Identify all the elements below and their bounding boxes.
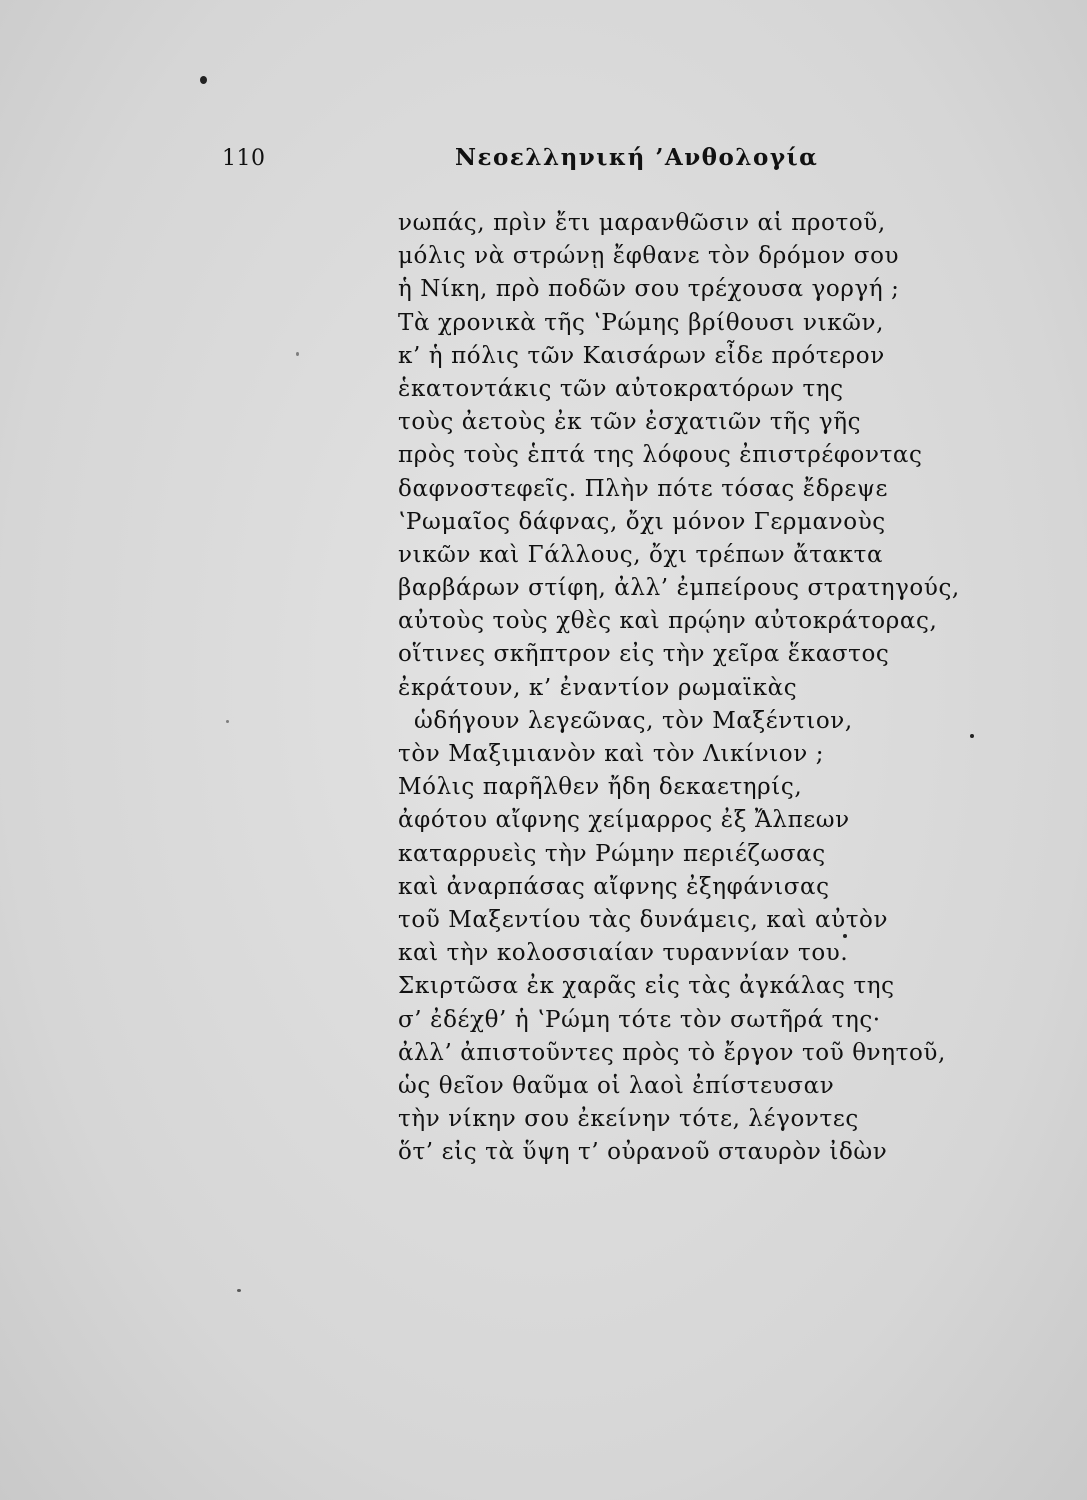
poem-line: τοὺς ἀετοὺς ἐκ τῶν ἐσχατιῶν τῆς γῆς — [398, 409, 862, 436]
ink-speck — [296, 352, 299, 356]
poem-line: κ’ ἡ πόλις τῶν Καισάρων εἶδε πρότερον — [398, 342, 885, 369]
poem-line: μόλις νὰ στρώνῃ ἔφθανε τὸν δρόμον σου — [398, 243, 900, 270]
poem-line: καὶ τὴν κολοσσιαίαν τυραννίαν του. — [398, 940, 849, 967]
poem-line: ἐκράτουν, κ’ ἐναντίον ρωμαϊκὰς — [398, 674, 798, 701]
poem-line: καταρρυεὶς τὴν Ρώμην περιέζωσας — [398, 840, 826, 867]
poem-line: νικῶν καὶ Γάλλους, ὄχι τρέπων ἄτακτα — [398, 541, 884, 568]
ink-speck — [237, 1289, 241, 1292]
poem-line: ἡ Νίκη, πρὸ ποδῶν σου τρέχουσα γοργή ; — [398, 276, 900, 303]
poem-line: αὐτοὺς τοὺς χθὲς καὶ πρῴην αὐτοκράτορας, — [398, 608, 938, 635]
ink-speck — [843, 934, 847, 938]
ink-speck — [970, 734, 974, 738]
poem-line: νωπάς, πρὶν ἔτι μαρανθῶσιν αἱ προτοῦ, — [398, 210, 886, 236]
poem-line: ὡς θεῖον θαῦμα οἱ λαοὶ ἐπίστευσαν — [398, 1072, 835, 1099]
poem-line: ἀλλ’ ἀπιστοῦντες πρὸς τὸ ἔργον τοῦ θνητοῦ, — [398, 1039, 946, 1066]
poem-text — [398, 207, 998, 1169]
poem-line: τοῦ Μαξεντίου τὰς δυνάμεις, καὶ αὐτὸν — [398, 906, 889, 933]
ink-speck — [226, 720, 229, 723]
poem-line: Σκιρτῶσα ἐκ χαρᾶς εἰς τὰς ἀγκάλας της — [398, 973, 895, 1000]
poem-line: ὅτ’ εἰς τὰ ὕψη τ’ οὐρανοῦ σταυρὸν ἰδὼν — [398, 1139, 888, 1166]
poem-line: σ’ ἐδέχθ’ ἡ ʽΡώμη τότε τὸν σωτῆρά της· — [398, 1006, 881, 1033]
poem-line: Μόλις παρῆλθεν ἤδη δεκαετηρίς, — [398, 774, 803, 801]
poem-line: τὴν νίκην σου ἐκείνην τότε, λέγοντες — [398, 1106, 859, 1133]
poem-line: ʽΡωμαῖος δάφνας, ὄχι μόνον Γερμανοὺς — [398, 508, 886, 535]
ink-speck — [200, 76, 207, 84]
poem-line: Τὰ χρονικὰ τῆς ʽΡώμης βρίθουσι νικῶν, — [398, 309, 885, 336]
poem-line: καὶ ἀναρπάσας αἴφνης ἐξηφάνισας — [398, 873, 830, 900]
page-number: 110 — [222, 146, 266, 171]
poem-line: βαρβάρων στίφη, ἀλλ’ ἐμπείρους στρατηγούς, — [398, 575, 960, 602]
poem-line: ὡδήγουν λεγεῶνας, τὸν Μαξέντιον, — [414, 707, 853, 734]
poem-line: τὸν Μαξιμιανὸν καὶ τὸν Λικίνιον ; — [398, 741, 825, 767]
running-title: Νεοελληνική ’Ανθολογία — [455, 144, 819, 171]
poem-line: δαφνοστεφεῖς. Πλὴν πότε τόσας ἔδρεψε — [398, 475, 888, 502]
poem-line: πρὸς τοὺς ἑπτά της λόφους ἐπιστρέφοντας — [398, 442, 923, 469]
poem-line: ἑκατοντάκις τῶν αὐτοκρατόρων της — [398, 375, 844, 402]
poem-line: ἀφότου αἴφνης χείμαρρος ἐξ Ἄλπεων — [398, 807, 850, 834]
poem-line: οἵτινες σκῆπτρον εἰς τὴν χεῖρα ἕκαστος — [398, 641, 890, 668]
